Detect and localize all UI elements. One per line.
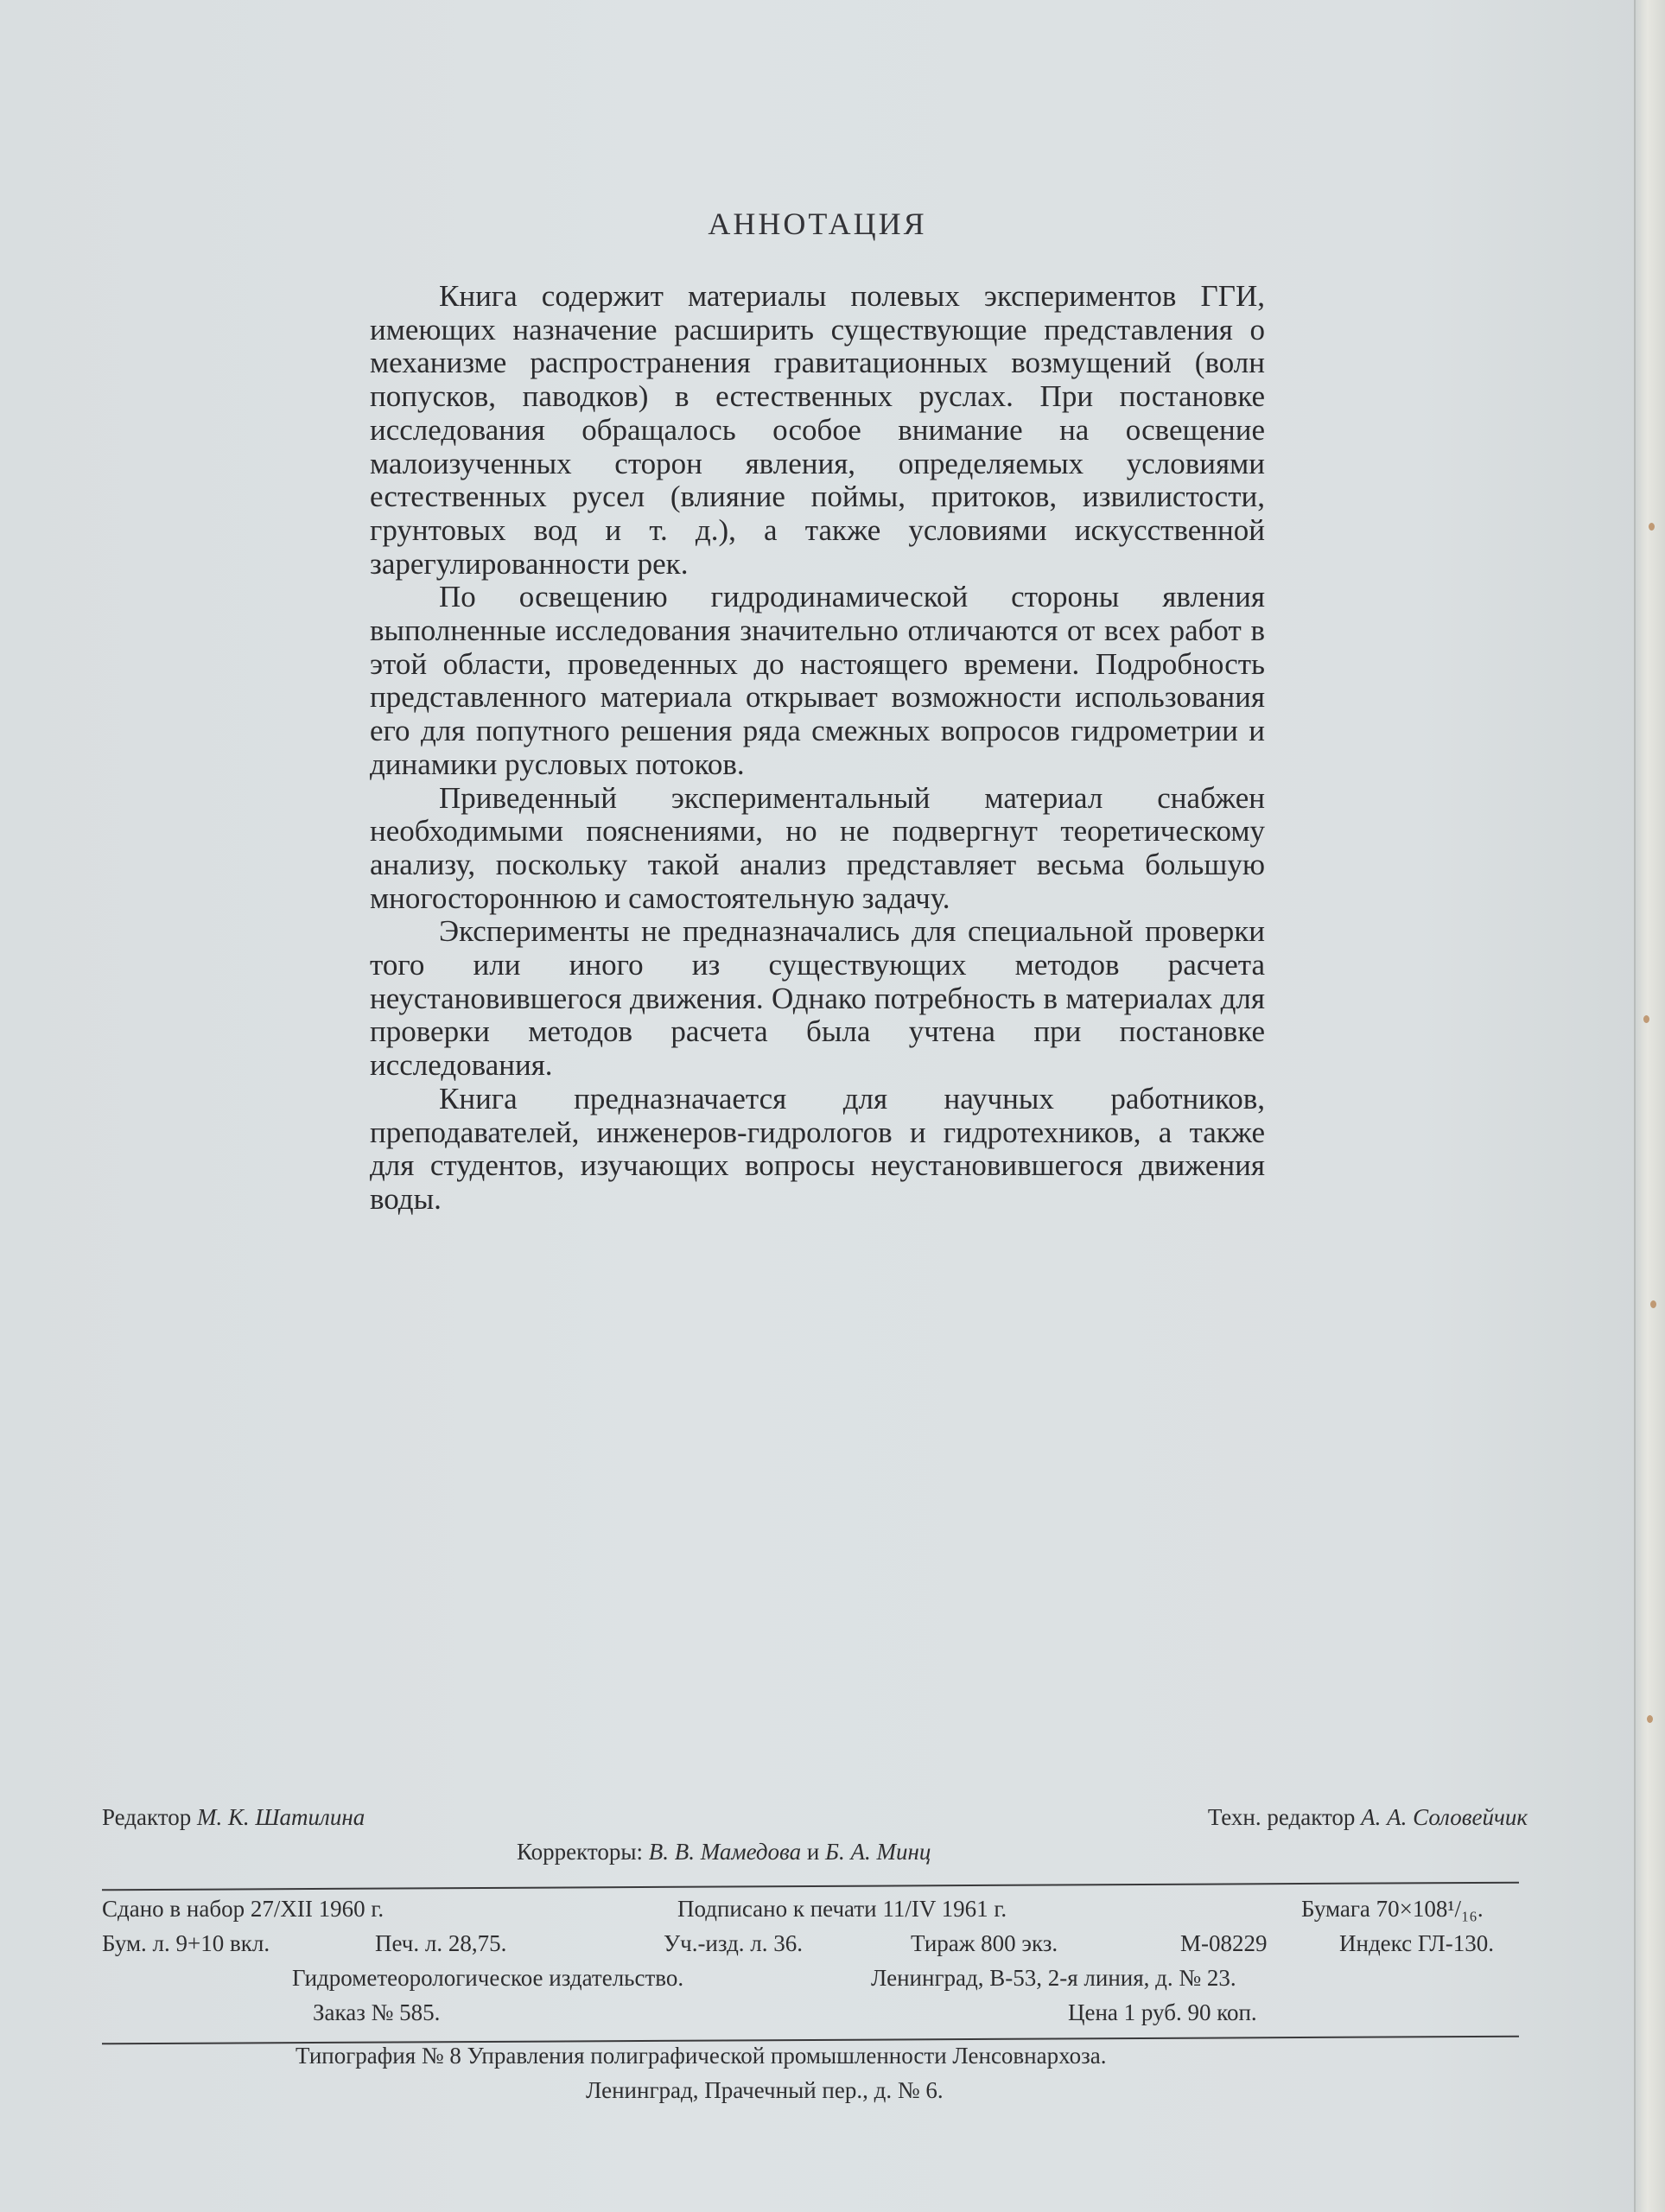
tech-editor-label: Техн. редактор [1207, 1804, 1356, 1830]
imprint-printer-row-1 [102, 2043, 1528, 2077]
editor-label: Редактор [102, 1804, 192, 1830]
imprint-dates-row [102, 1896, 1528, 1930]
imprint-sheets-row [102, 1930, 1528, 1965]
printer-line-1: Типография № 8 Управления полиграфической промышленности Ленсовнархоза. [296, 2043, 1107, 2069]
paper-speck [1647, 1715, 1653, 1723]
tech-editor-credit [1208, 1804, 1528, 1831]
publisher-name: Гидрометеорологическое издательство. [292, 1965, 684, 1991]
pub-sheets: Уч.-изд. л. 36. [664, 1930, 804, 1956]
imprint-order-row [102, 1999, 1528, 2034]
imprint-editors-row [102, 1804, 1528, 1839]
paper-speck [1649, 523, 1655, 531]
annotation-paragraph-1: Книга содержит материалы полевых экспериментов ГГИ, имеющих назначение расширить существующие представления о механизме распространения гравитационных возмущений (волн попусков, паводков) в естественных руслах. При постановке исследования обращалось особое внимание на освещение малоизученных сторон явления, определяемых условиями естественных русел (влияние поймы, притоков, извилистости, грунтовых вод и т. д.), а также условиями искусственной зарегулированности рек. [370, 279, 1265, 581]
annotation-paragraph-4: Эксперименты не предназначались для специальной проверки того или иного из существующих методов расчета неустановившегося движения. Однако потребность в материалах для проверки методов расчета была учтена при постановке исследования. [370, 914, 1265, 1083]
proofreaders-label: Корректоры: [517, 1839, 643, 1865]
bum-sheets: Бум. л. 9+10 вкл. [102, 1930, 270, 1956]
printer-line-2: Ленинград, Прачечный пер., д. № 6. [586, 2077, 944, 2103]
paper-format: Бумага 70×108¹/₁₆. [1301, 1896, 1484, 1922]
signed-date: Подписано к печати 11/IV 1961 г. [677, 1896, 1007, 1922]
imprint-publisher-row [102, 1965, 1528, 1999]
proofreader-2: Б. А. Минц [825, 1839, 931, 1865]
publisher-address: Ленинград, В-53, 2-я линия, д. № 23. [871, 1965, 1236, 1991]
annotation-title: АННОТАЦИЯ [708, 207, 927, 241]
annotation-paragraph-2: По освещению гидродинамической стороны явления выполненные исследования значительно отличаются от всех работ в этой области, проведенных до настоящего времени. Подробность представленного материала открывает возможности использования его для попутного решения ряда смежных вопросов гидрометрии и динамики русловых потоков. [370, 580, 1265, 781]
annotation-section [370, 206, 1265, 1217]
proofreaders-credit [517, 1839, 931, 1866]
annotation-paragraph-5: Книга предназначается для научных работников, преподавателей, инженеров-гидрологов и гидротехников, а также для студентов, изучающих вопросы неустановившегося движения воды. [370, 1081, 1265, 1216]
paper-speck [1650, 1300, 1656, 1308]
annotation-paragraph-3: Приведенный экспериментальный материал снабжен необходимыми пояснениями, но не подвергнут теоретическому анализу, поскольку такой анализ представляет весьма большую многостороннюю и самостоятельную задачу. [370, 780, 1265, 915]
m-code: М-08229 [1180, 1930, 1268, 1956]
imprint-block [102, 1804, 1528, 2112]
print-run: Тираж 800 экз. [911, 1930, 1058, 1956]
proofreader-1: В. В. Мамедова [648, 1839, 802, 1865]
tech-editor-name: А. А. Соловейчик [1361, 1804, 1528, 1830]
imprint-proofreaders-row [102, 1839, 1528, 1873]
editor-credit [102, 1804, 365, 1831]
price: Цена 1 руб. 90 коп. [1068, 1999, 1257, 2025]
editor-name: М. К. Шатилина [196, 1804, 365, 1830]
paper-speck [1643, 1015, 1649, 1023]
index-code: Индекс ГЛ-130. [1339, 1930, 1494, 1956]
submitted-date: Сдано в набор 27/XII 1960 г. [102, 1896, 384, 1922]
print-sheets: Печ. л. 28,75. [375, 1930, 507, 1956]
proofreaders-and: и [806, 1839, 820, 1865]
order-number: Заказ № 585. [313, 1999, 441, 2025]
page-edge [1634, 0, 1665, 2212]
imprint-printer-row-2 [102, 2077, 1528, 2112]
